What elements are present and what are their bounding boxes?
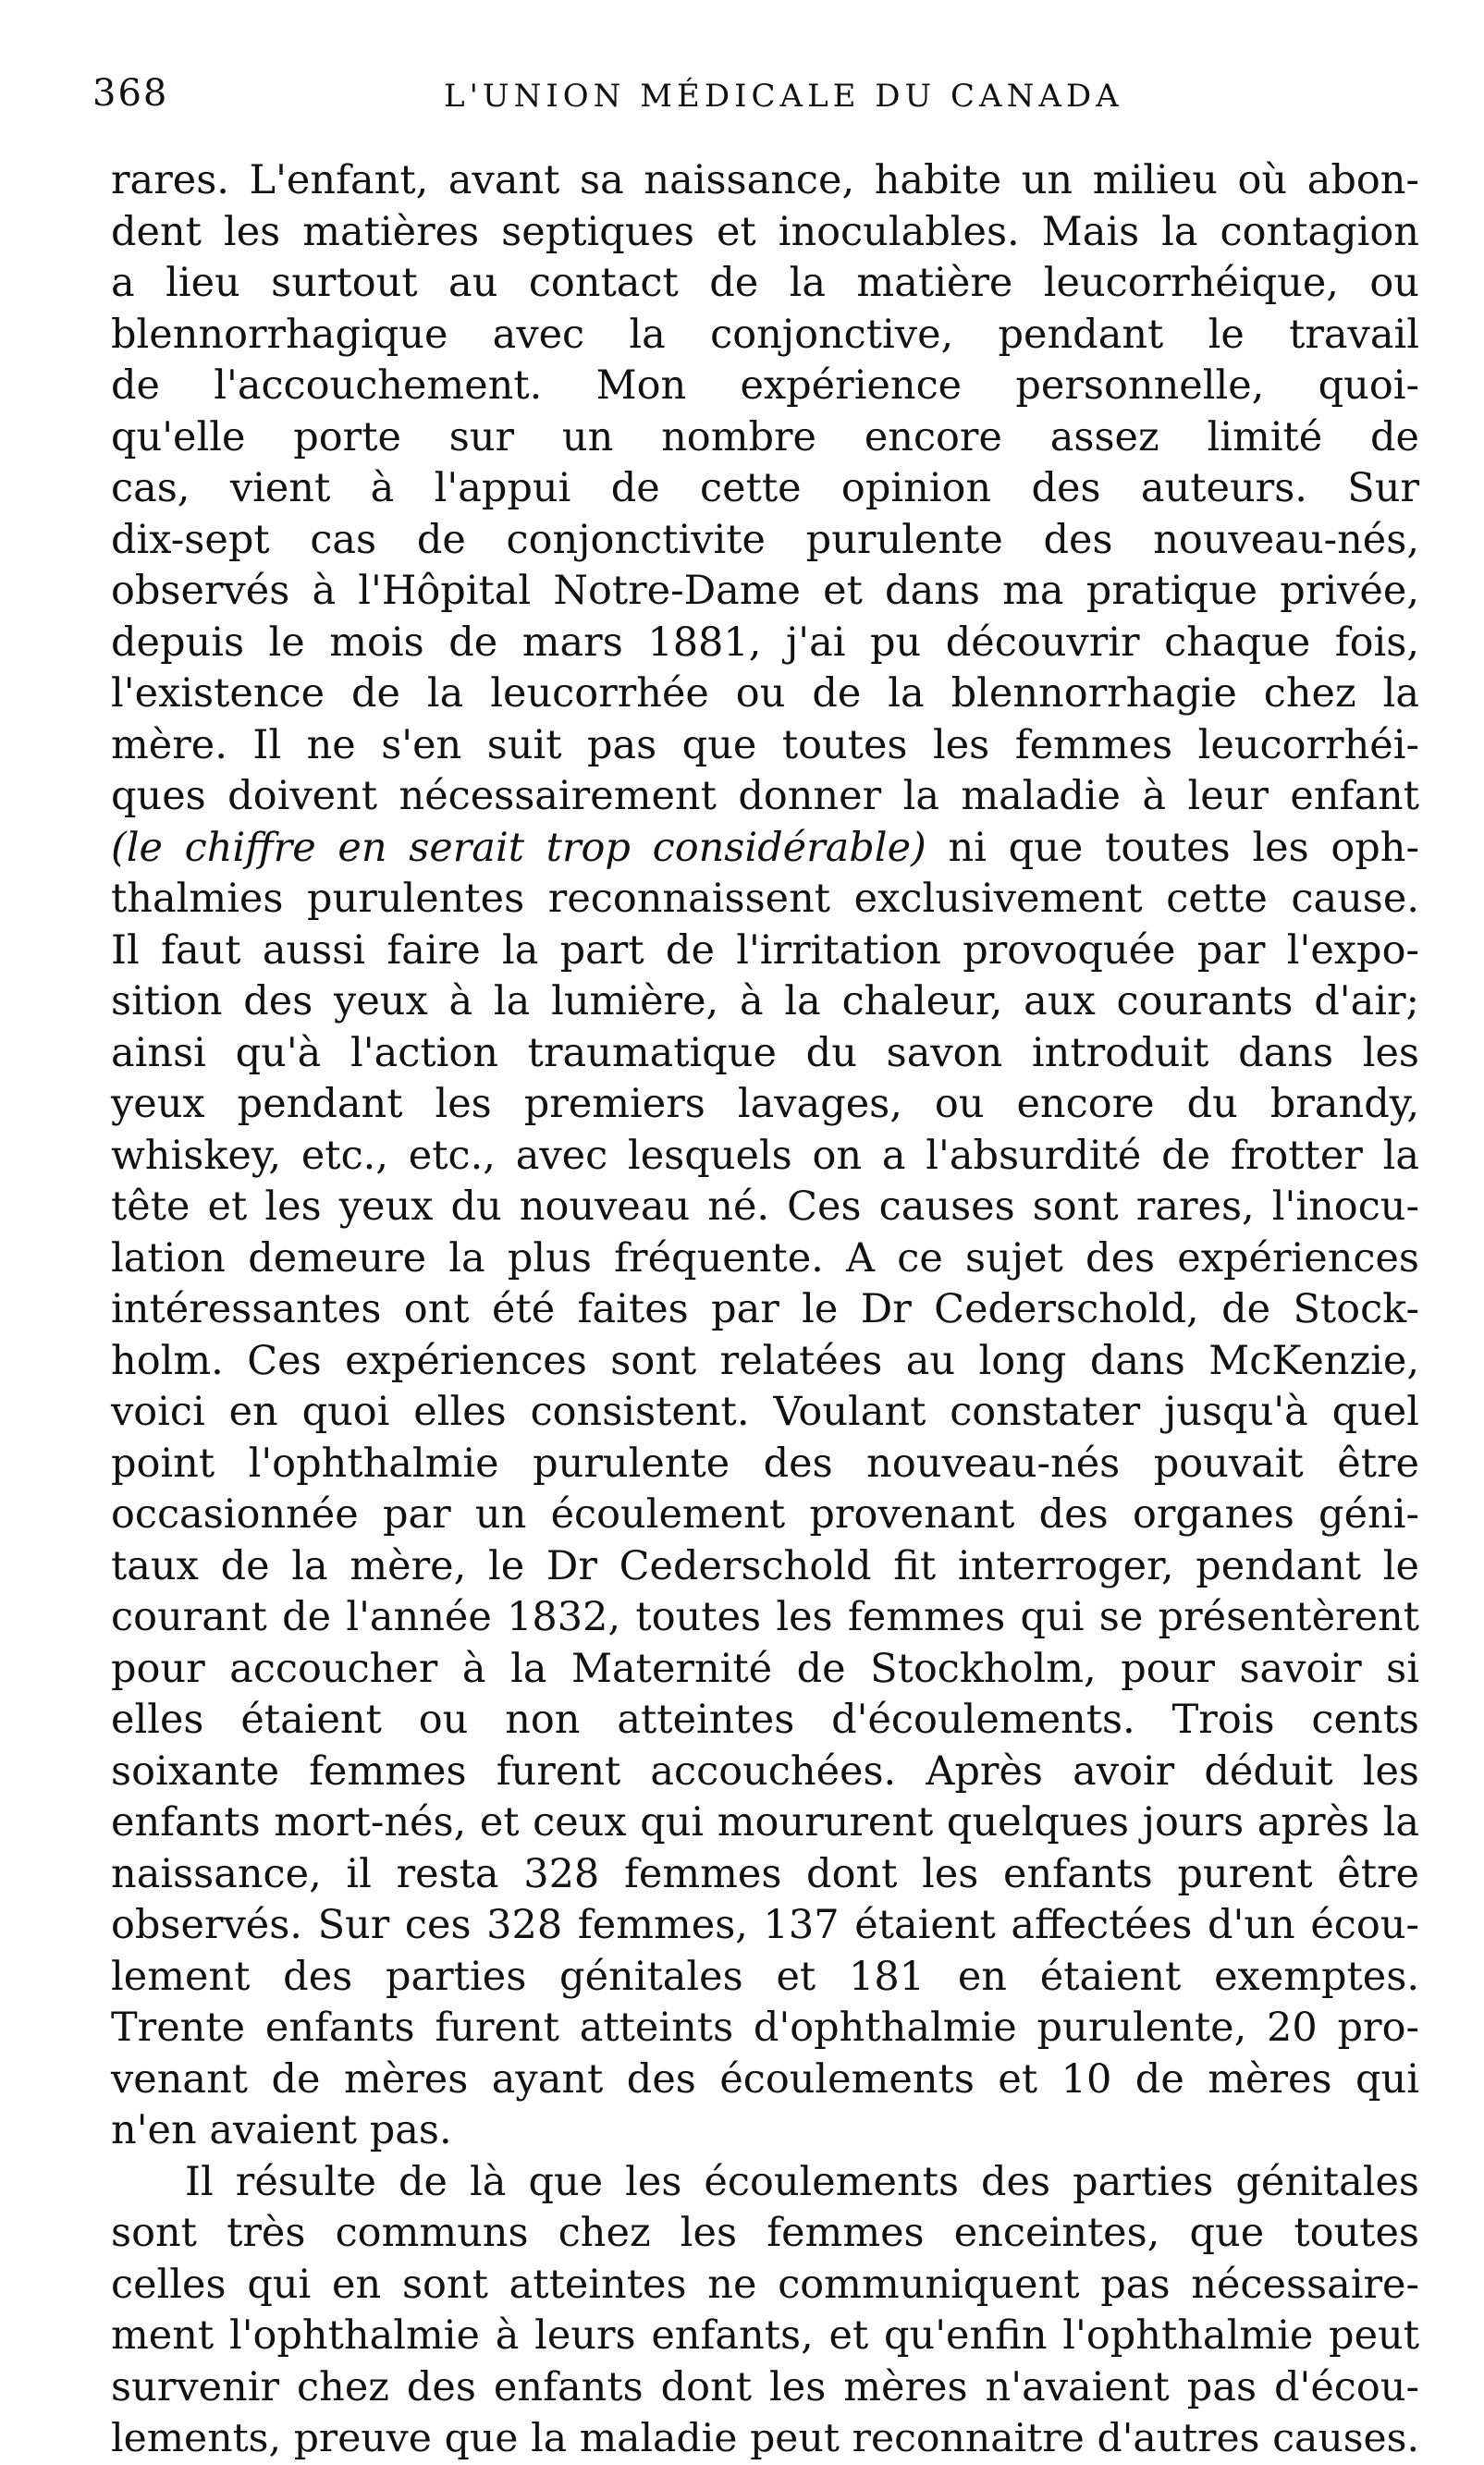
text-line: soixante femmes furent accouchées. Après avoir déduit les <box>111 1748 1419 1795</box>
text-line-mixed <box>111 823 1419 875</box>
text-line: ment l'ophthalmie à leurs enfants, et qu'enfin l'ophthalmie peut <box>111 2312 1419 2359</box>
paragraph-2 <box>111 2157 1419 2465</box>
italic-aside: (le chiffre en serait trop considérable) <box>111 824 926 871</box>
text-line: survenir chez des enfants dont les mères n'avaient pas d'écou- <box>111 2363 1419 2410</box>
text-line: lements, preuve que la maladie peut reconnaitre d'autres causes. <box>111 2416 1419 2461</box>
text-line: courant de l'année 1832, toutes les femmes qui se présentèrent <box>111 1594 1419 1640</box>
text-line: ques doivent nécessairement donner la maladie à leur enfant <box>111 773 1419 819</box>
text-line: holm. Ces expériences sont relatées au long dans McKenzie, <box>111 1337 1419 1384</box>
text-line: Trente enfants furent atteints d'ophthalmie purulente, 20 pro- <box>111 2005 1419 2051</box>
text-line: blennorrhagique avec la conjonctive, pendant le travail <box>111 311 1419 358</box>
text-line: l'existence de la leucorrhée ou de la blennorrhagie chez la <box>111 670 1419 717</box>
text-line: n'en avaient pas. <box>111 2107 452 2153</box>
text-line: yeux pendant les premiers lavages, ou encore du brandy, <box>111 1081 1419 1127</box>
text-line: lation demeure la plus fréquente. A ce sujet des expériences <box>111 1234 1419 1282</box>
text-fragment: ni que toutes les oph- <box>926 824 1420 871</box>
text-line: whiskey, etc., etc., avec lesquels on a l'absurdité de frotter la <box>111 1132 1419 1179</box>
text-line: observés à l'Hôpital Notre-Dame et dans ma pratique privée, <box>111 568 1419 614</box>
text-line: intéressantes ont été faites par le Dr Cederschold, de Stock- <box>111 1286 1419 1332</box>
text-line: Il faut aussi faire la part de l'irritation provoquée par l'expo- <box>111 926 1419 974</box>
text-line: lement des parties génitales et 181 en étaient exemptes. <box>111 1953 1419 2000</box>
text-line: pour accoucher à la Maternité de Stockholm, pour savoir si <box>111 1645 1419 1692</box>
body-text <box>111 155 1419 2465</box>
text-line: naissance, il resta 328 femmes dont les enfants purent être <box>111 1850 1419 1897</box>
text-line: Il résulte de là que les écoulements des parties génitales <box>185 2158 1419 2205</box>
text-line: enfants mort-nés, et ceux qui moururent quelques jours après la <box>111 1799 1419 1846</box>
text-line: point l'ophthalmie purulente des nouveau-nés pouvait être <box>111 1440 1419 1487</box>
paragraph-1 <box>111 155 1419 2157</box>
text-line: depuis le mois de mars 1881, j'ai pu découvrir chaque fois, <box>111 619 1419 666</box>
running-head <box>92 72 1424 128</box>
text-line: tête et les yeux du nouveau né. Ces causes sont rares, l'inocu- <box>111 1183 1419 1230</box>
text-line: sont très communs chez les femmes enceintes, que toutes <box>111 2210 1419 2256</box>
text-line: thalmies purulentes reconnaissent exclusivement cette cause. <box>111 876 1419 922</box>
text-line: mère. Il ne s'en suit pas que toutes les femmes leucorrhéi- <box>111 721 1419 768</box>
text-line: taux de la mère, le Dr Cederschold fit interroger, pendant le <box>111 1542 1419 1589</box>
journal-title: L'UNION MÉDICALE DU CANADA <box>444 78 1123 115</box>
text-line: de l'accouchement. Mon expérience personnelle, quoi- <box>111 362 1419 409</box>
text-line: ainsi qu'à l'action traumatique du savon introduit dans les <box>111 1029 1419 1076</box>
page-number: 368 <box>92 72 169 115</box>
text-line: dix-sept cas de conjonctivite purulente des nouveau-nés, <box>111 516 1419 563</box>
text-line: qu'elle porte sur un nombre encore assez limité de <box>111 413 1419 460</box>
text-line: occasionnée par un écoulement provenant des organes géni- <box>111 1491 1419 1538</box>
text-line: venant de mères ayant des écoulements et 10 de mères qui <box>111 2055 1419 2103</box>
text-line: a lieu surtout au contact de la matière leucorrhéique, ou <box>111 260 1419 306</box>
text-line: elles étaient ou non atteintes d'écoulements. Trois cents <box>111 1697 1419 1743</box>
text-line: dent les matières septiques et inoculables. Mais la contagion <box>111 208 1419 255</box>
text-line: sition des yeux à la lumière, à la chaleur, aux courants d'air; <box>111 978 1419 1024</box>
text-line: voici en quoi elles consistent. Voulant constater jusqu'à quel <box>111 1389 1419 1435</box>
text-line: celles qui en sont atteintes ne communiquent pas nécessaire- <box>111 2261 1419 2308</box>
text-line: rares. L'enfant, avant sa naissance, habite un milieu où abon- <box>111 157 1419 203</box>
text-line: observés. Sur ces 328 femmes, 137 étaient affectées d'un écou- <box>111 1902 1419 1948</box>
text-line: cas, vient à l'appui de cette opinion des auteurs. Sur <box>111 465 1419 511</box>
